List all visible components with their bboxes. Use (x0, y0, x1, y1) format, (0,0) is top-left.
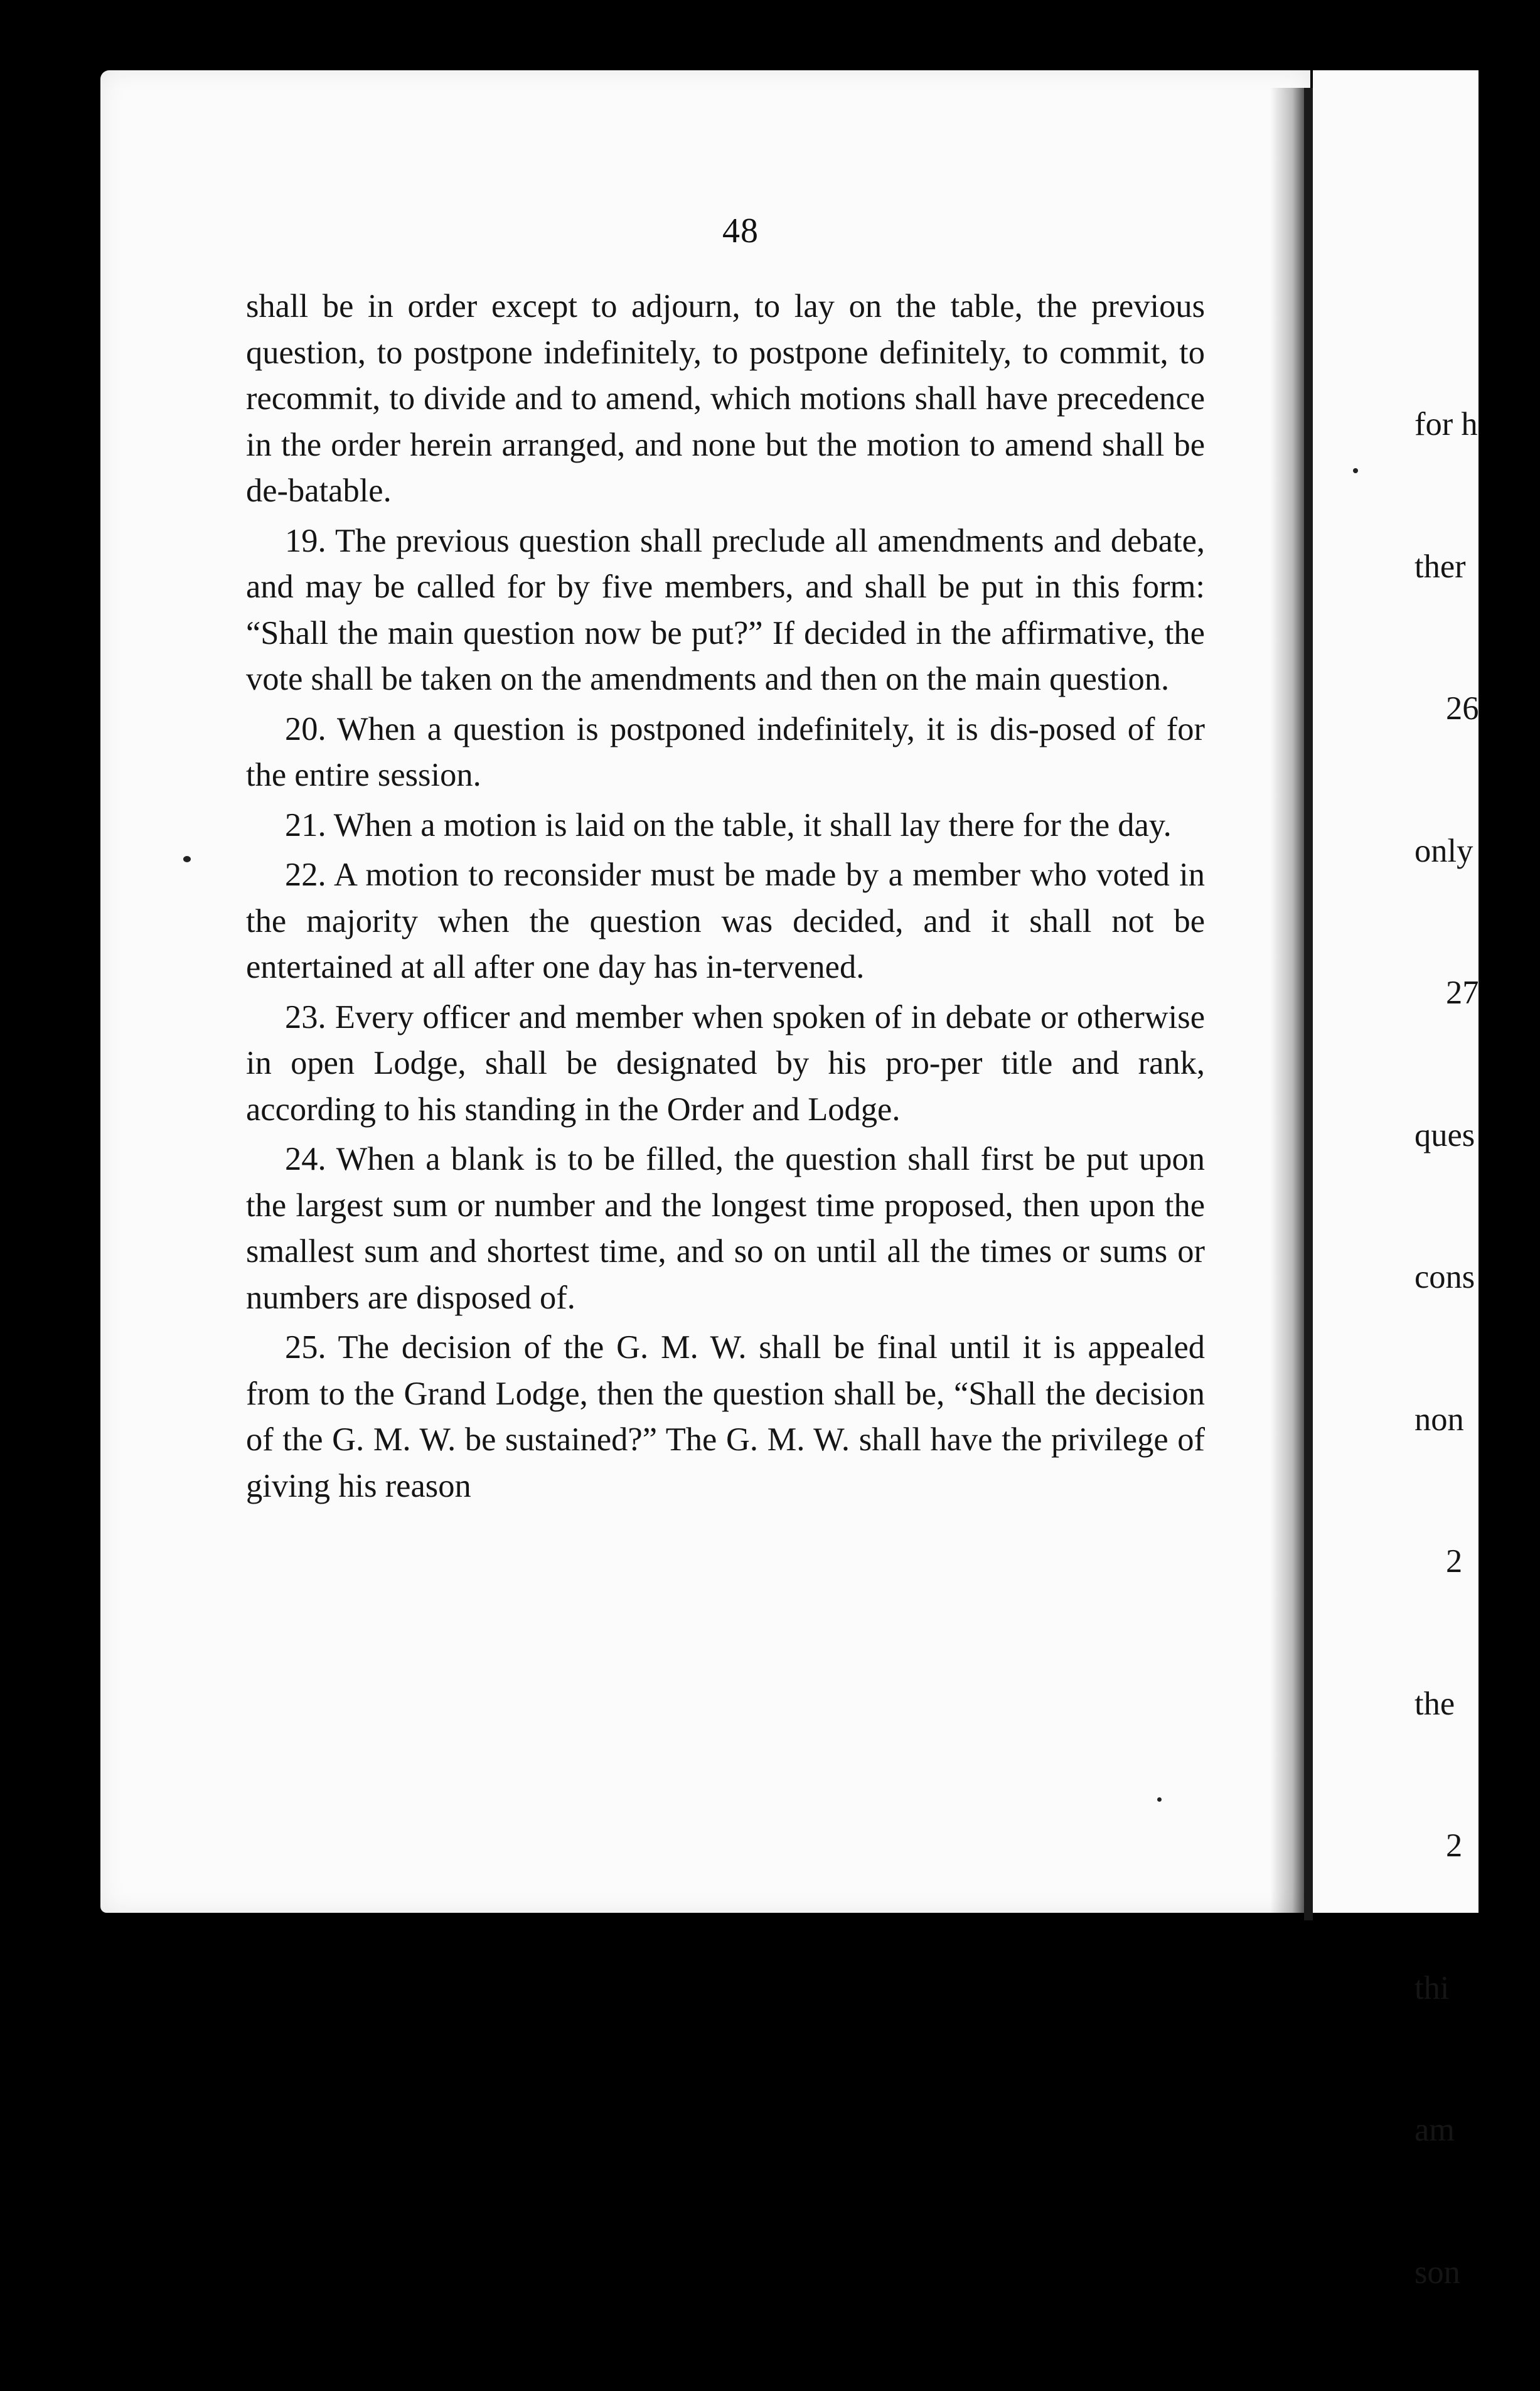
rule-19: 19. The previous question shall preclude all amendments and debate, and may be called for by five members, and shall be put in this form: “Shall the main question now be put?” If decided in the affirmative, the vote shall be taken on the amendments and then on the main question. (246, 522, 1205, 697)
right-fragment: thi (1414, 1969, 1450, 2006)
right-fragment: non (1414, 1401, 1464, 1438)
right-fragment: son (1414, 2254, 1460, 2291)
scan-speck (1353, 468, 1358, 473)
right-fragment: ques (1414, 1116, 1475, 1153)
page-number: 48 (722, 211, 759, 250)
rule-20: 20. When a question is postponed indefinitely, it is dis-posed of for the entire session. (246, 710, 1205, 793)
right-fragment: the (1414, 1685, 1455, 1722)
scan-speck (1157, 1797, 1162, 1802)
rule-22: 22. A motion to reconsider must be made by a member who voted in the majority when the question was decided, and it shall not be entertained at all after one day has in-tervened. (246, 857, 1205, 985)
body-text (246, 284, 1205, 1513)
rule-23: 23. Every officer and member when spoken of in debate or otherwise in open Lodge, shall be designated by his pro-per title and rank, according to his standing in the Order and Lodge. (246, 998, 1205, 1128)
right-fragment: am (1414, 2112, 1455, 2148)
right-fragment: 2 (1446, 1543, 1463, 1580)
scan-speck (183, 856, 191, 862)
right-fragment: cons (1414, 1259, 1475, 1295)
rule-21: 21. When a motion is laid on the table, it shall lay there for the day. (285, 806, 1172, 843)
rule-25: 25. The decision of the G. M. W. shall be final until it is appealed from to the Grand Lodge, then the question shall be, “Shall the decision of the G. M. W. be sustained?” The G. M. W. shall have the privilege of giving his reason (246, 1329, 1205, 1504)
page-gutter-line (1304, 88, 1313, 1920)
right-fragment: ther (1414, 548, 1466, 585)
right-fragment: 26 (1446, 690, 1479, 727)
right-page-text-fragments (1414, 306, 1540, 2391)
rule-24: 24. When a blank is to be filled, the question shall first be put upon the largest sum or number and the longest time proposed, then upon the smallest sum and shortest time, and so on until all the times or sums or numbers are disposed of. (246, 1141, 1205, 1316)
paragraph-continued: shall be in order except to adjourn, to lay on the table, the previous question, to postpone indefinitely, to postpone definitely, to commit, to recommit, to divide and to amend, which motions shall have precedence in the order herein arranged, and none but the motion to amend shall be de-batable. (246, 288, 1205, 509)
right-fragment: for h (1414, 406, 1478, 442)
right-fragment: 27 (1446, 975, 1479, 1011)
right-fragment: 2 (1446, 1827, 1463, 1864)
right-fragment: only (1414, 832, 1473, 869)
